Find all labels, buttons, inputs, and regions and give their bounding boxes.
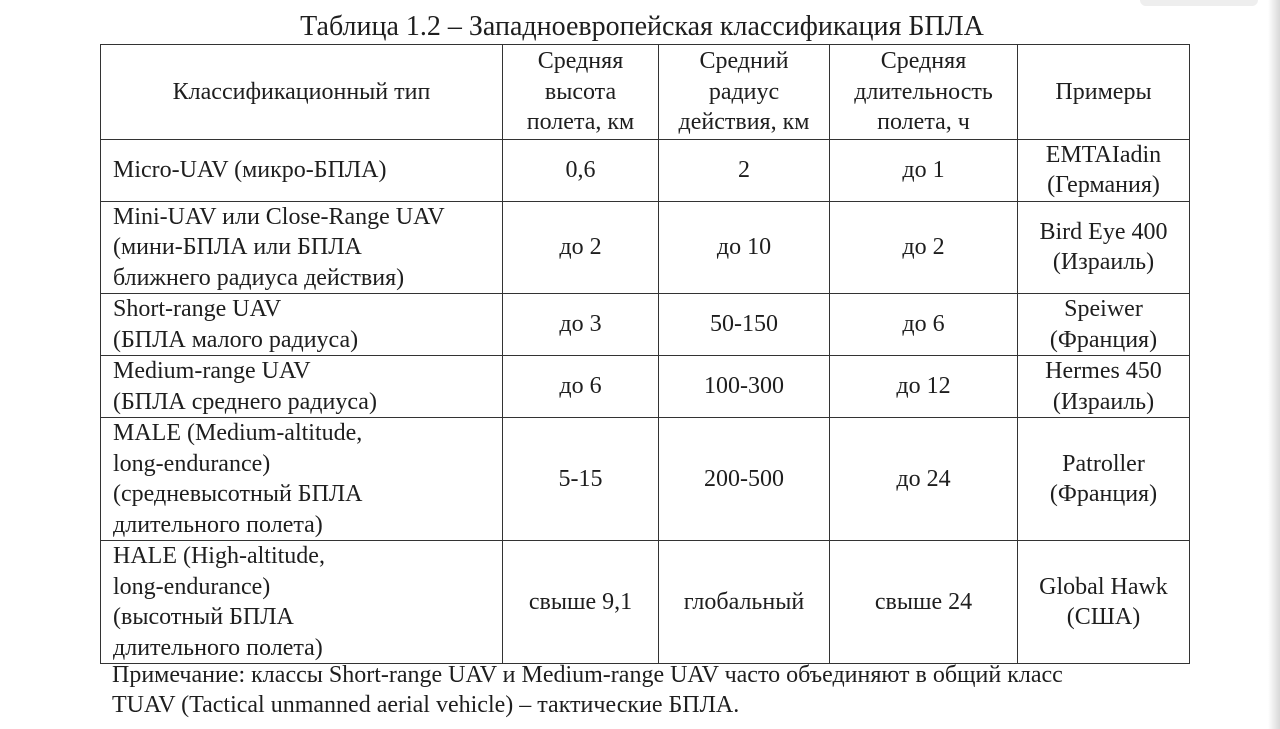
cell-example [1018,294,1190,356]
cell-altitude: 0,6 [503,139,659,201]
type-line: Short-range UAV [113,296,282,322]
note-line: Примечание: классы Short-range UAV и Medium-range UAV часто объединяют в общий класс [112,662,1063,688]
type-line: Mini-UAV или Close-Range UAV [113,203,445,230]
cell-radius: 200-500 [659,418,830,541]
cell-type [101,541,503,664]
header-altitude [503,45,659,140]
cell-altitude: до 3 [503,294,659,356]
cell-duration: до 24 [830,418,1018,541]
example-line: (Франция) [1049,326,1158,353]
cell-duration: до 12 [830,356,1018,418]
header-radius [659,45,830,140]
cell-example [1018,201,1190,294]
cell-example [1018,356,1190,418]
header-altitude-line: полета, км [526,109,635,135]
cell-example [1018,541,1190,664]
table-row-mini-uav [101,201,1190,294]
type-line: (средневысотный БПЛА [113,481,363,507]
table-caption: Таблица 1.2 – Западноевропейская классификация БПЛА [300,11,984,42]
example-line: EMTAIadin [1045,141,1162,168]
example-line: Speiwer [1064,296,1143,322]
table-row-micro-uav [101,139,1190,201]
type-line: ближнего радиуса действия) [113,264,405,291]
cell-altitude: до 6 [503,356,659,418]
cell-duration: до 6 [830,294,1018,356]
cell-radius: 50-150 [659,294,830,356]
table-row-medium-range-uav [101,356,1190,418]
type-line: длительного полета) [113,634,323,661]
cell-type [101,139,503,201]
example-line: Patroller [1062,450,1145,477]
header-altitude-line: Средняя [537,48,624,74]
cell-type [101,418,503,541]
uav-classification-table [100,44,1190,664]
example-line: (Израиль) [1052,388,1155,415]
example-line: Global Hawk [1039,573,1168,600]
type-line: long-endurance) [113,450,271,477]
page-edge-shadow [1268,0,1280,729]
cell-example [1018,139,1190,201]
cell-example [1018,418,1190,541]
cell-radius: до 10 [659,201,830,294]
example-line: (Франция) [1049,481,1158,507]
cell-duration: свыше 24 [830,541,1018,664]
header-radius-line: радиус [708,78,780,105]
type-line: long-endurance) [113,573,271,600]
cell-type [101,294,503,356]
header-duration-line: длительность [854,78,993,105]
cell-duration: до 2 [830,201,1018,294]
table-header-row [101,45,1190,140]
example-line: (Израиль) [1052,249,1155,276]
cell-radius: 2 [659,139,830,201]
header-duration-line: Средняя [880,48,967,74]
type-line: MALE (Medium-altitude, [113,420,363,446]
header-duration [830,45,1018,140]
cell-altitude: свыше 9,1 [503,541,659,664]
note-line: TUAV (Tactical unmanned aerial vehicle) – тактические БПЛА. [112,692,740,718]
cell-radius: глобальный [659,541,830,664]
top-right-shade [1140,0,1258,6]
cell-type [101,356,503,418]
type-line: длительного полета) [113,511,323,538]
cell-altitude: до 2 [503,201,659,294]
table-row-hale [101,541,1190,664]
table-row-male [101,418,1190,541]
header-type-line: Классификационный тип [172,78,431,105]
type-line: (высотный БПЛА [113,604,294,630]
cell-radius: 100-300 [659,356,830,418]
cell-type [101,201,503,294]
type-line: Micro-UAV (микро-БПЛА) [113,156,387,183]
type-line: Medium-range UAV [113,358,311,384]
header-examples [1018,45,1190,140]
type-line: (мини-БПЛА или БПЛА [113,234,362,260]
example-line: (США) [1066,604,1141,630]
example-line: (Германия) [1047,172,1160,198]
table-row-short-range-uav [101,294,1190,356]
header-radius-line: Средний [699,48,789,74]
type-line: (БПЛА среднего радиуса) [113,388,377,415]
header-radius-line: действия, км [678,109,810,135]
cell-altitude: 5-15 [503,418,659,541]
cell-duration: до 1 [830,139,1018,201]
header-duration-line: полета, ч [877,109,970,135]
type-line: HALE (High-altitude, [113,543,325,569]
header-examples-line: Примеры [1055,78,1152,105]
example-line: Bird Eye 400 [1039,218,1168,245]
header-altitude-line: высота [544,78,617,105]
header-type [101,45,503,140]
table-note [112,660,1063,720]
example-line: Hermes 450 [1045,358,1162,384]
type-line: (БПЛА малого радиуса) [113,326,359,353]
